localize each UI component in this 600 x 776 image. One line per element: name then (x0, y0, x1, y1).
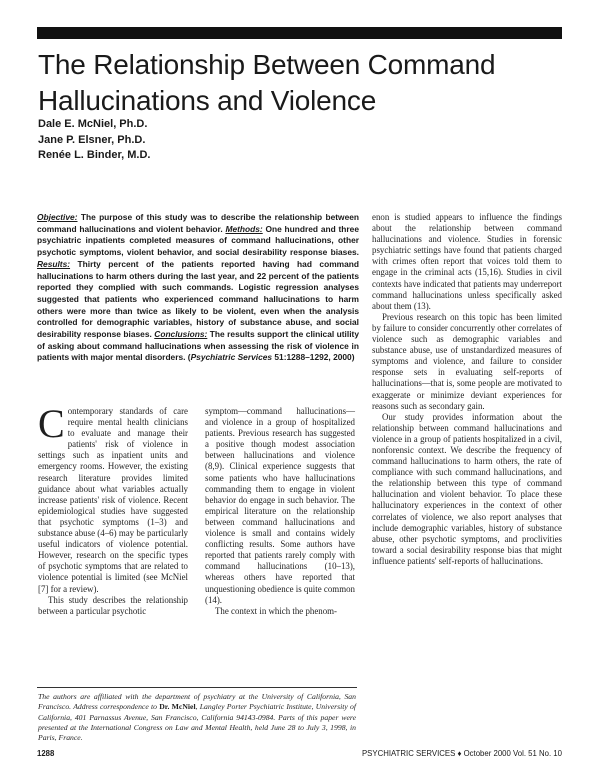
author-list (38, 117, 150, 164)
footnote-text: The authors are affiliated with the department of psychiatry at the University of California, San Francisco. Address correspondence to (38, 692, 356, 712)
title-line-2: Hallucinations and Violence (38, 85, 377, 116)
abstract-citation-journal: Psychiatric Services (190, 352, 273, 363)
body-column-2 (205, 406, 355, 617)
abstract-conclusions-label: Conclusions: (154, 329, 208, 340)
body-paragraph: Previous research on this topic has been limited by failure to consider concurrently other correlates of violence such as demographic variables and substance abuse, use of unstandardized measures of symptoms and violence, and failure to consider response sets in evaluating self-reports of hallucinations—that is, some people are motivated to exaggerate or minimize deviant experiences for reasons such as secondary gain. (372, 311, 562, 411)
footnote-divider (37, 687, 357, 688)
abstract-objective-label: Objective: (37, 212, 78, 222)
abstract (37, 212, 359, 364)
body-paragraph: Our study provides information about the relationship between command hallucinations and violence in a group of patients hospitalized in a civil, nonforensic context. We describe the frequency of command hallucinations to harm others, the rate of compliance with such command hallucinations, and the relationship between this type of command hallucination and violent behavior. To place these hallucinatory experiences in the context of other correlates of violence, we also report analyses that include demographic variables, history of substance abuse, other psychotic symptoms, and proclivities toward a social desirability response bias that might influence patients' self-reports of hallucinations. (372, 411, 562, 566)
author-name: Renée L. Binder, M.D. (38, 149, 151, 161)
drop-cap: C (38, 401, 65, 446)
header-rule-bar (37, 27, 562, 39)
abstract-conclusions-text: The results support the clinical utility of asking about command hallucinations when assessing the risk of violence in patients with major mental disorders. ( (37, 329, 359, 363)
abstract-methods-label: Methods: (225, 223, 263, 234)
page-number: 1288 (37, 749, 55, 758)
author-affiliation-footnote (38, 692, 356, 743)
footnote-text: , Langley Porter Psychiatric Institute, University of California, 401 Parnassus Avenue, San Francisco, California 94143-0984. Parts of this paper were presented at the International Congress on Law and Mental Health, held June 28 to July 3, 1998, in Paris, France. (38, 702, 356, 743)
abstract-objective-text: The purpose of this study was to describe the relationship between command hallucinations and violent behavior. (37, 212, 359, 234)
body-paragraph (38, 401, 188, 595)
body-column-3 (372, 212, 562, 567)
abstract-results-label: Results: (37, 258, 71, 269)
footnote-correspondent: Dr. McNiel (159, 702, 196, 712)
body-column-1 (38, 401, 188, 617)
author-name: Dale E. McNiel, Ph.D. (38, 118, 148, 130)
body-paragraph: enon is studied appears to influence the findings about the relationship between command hallucinations and violence. Studies in forensic psychiatric settings have found that patients charged with crimes often report that voices told them to engage in the criminal acts (15,16). Studies in civil contexts have indicated that patients may underreport command hallucinations unless specifically asked about them (13). (372, 212, 562, 311)
abstract-methods-text: One hundred and three psychiatric inpatients completed measures of command hallucinations, other psychotic symptoms, violent behavior, and social desirability response biases. (37, 223, 359, 258)
body-paragraph: symptom—command hallucinations—and violence in a group of hospitalized patients. Previous research has suggested a positive though modest association between hallucinations and violence (8,9). Clinical experience suggests that some patients who have hallucinations commanding them to engage in violent behavior do engage in such behavior. The empirical literature on the relationship between command hallucinations and violence is small and contains widely conflicting results. Some authors have reported that patients rarely comply with command hallucinations (10–13), whereas others have reported that unquestioning obedience is quite common (14). (205, 406, 355, 605)
paragraph-text: ontemporary standards of care require mental health clinicians to evaluate and manage their patients' risk of violence in settings such as inpatient units and emergency rooms. However, the existing research literature provides limited guidance about what variables actually increase patients' risk of violence. Recent epidemiological studies have suggested that psychotic symptoms (1–3) and substance abuse (4–6) may be particularly useful indicators of violence potential. However, research on the specific types of psychotic symptoms that are related to violence potential is limited (see McNiel [7] for a review). (38, 406, 188, 594)
article-title (38, 47, 558, 119)
journal-info: PSYCHIATRIC SERVICES ♦ October 2000 Vol. 51 No. 10 (361, 749, 562, 758)
abstract-results-text: Thirty percent of the patients reported having had command hallucinations to harm others during the last year, and 22 percent of the patients reported they complied with such commands. Logistic regression analyses suggested that patients who experienced command hallucinations to harm others were more than twice as likely to be violent, even when the analysis controlled for demographic variables, history of substance abuse, and social desirability response biases. (37, 258, 359, 340)
author-name: Jane P. Elsner, Ph.D. (38, 133, 146, 146)
abstract-citation-ref: 51:1288–1292, 2000) (272, 352, 355, 363)
body-paragraph: The context in which the phenom- (215, 605, 337, 616)
title-line-1: The Relationship Between Command (38, 49, 496, 80)
body-paragraph: This study describes the relationship between a particular psychotic (38, 594, 188, 616)
